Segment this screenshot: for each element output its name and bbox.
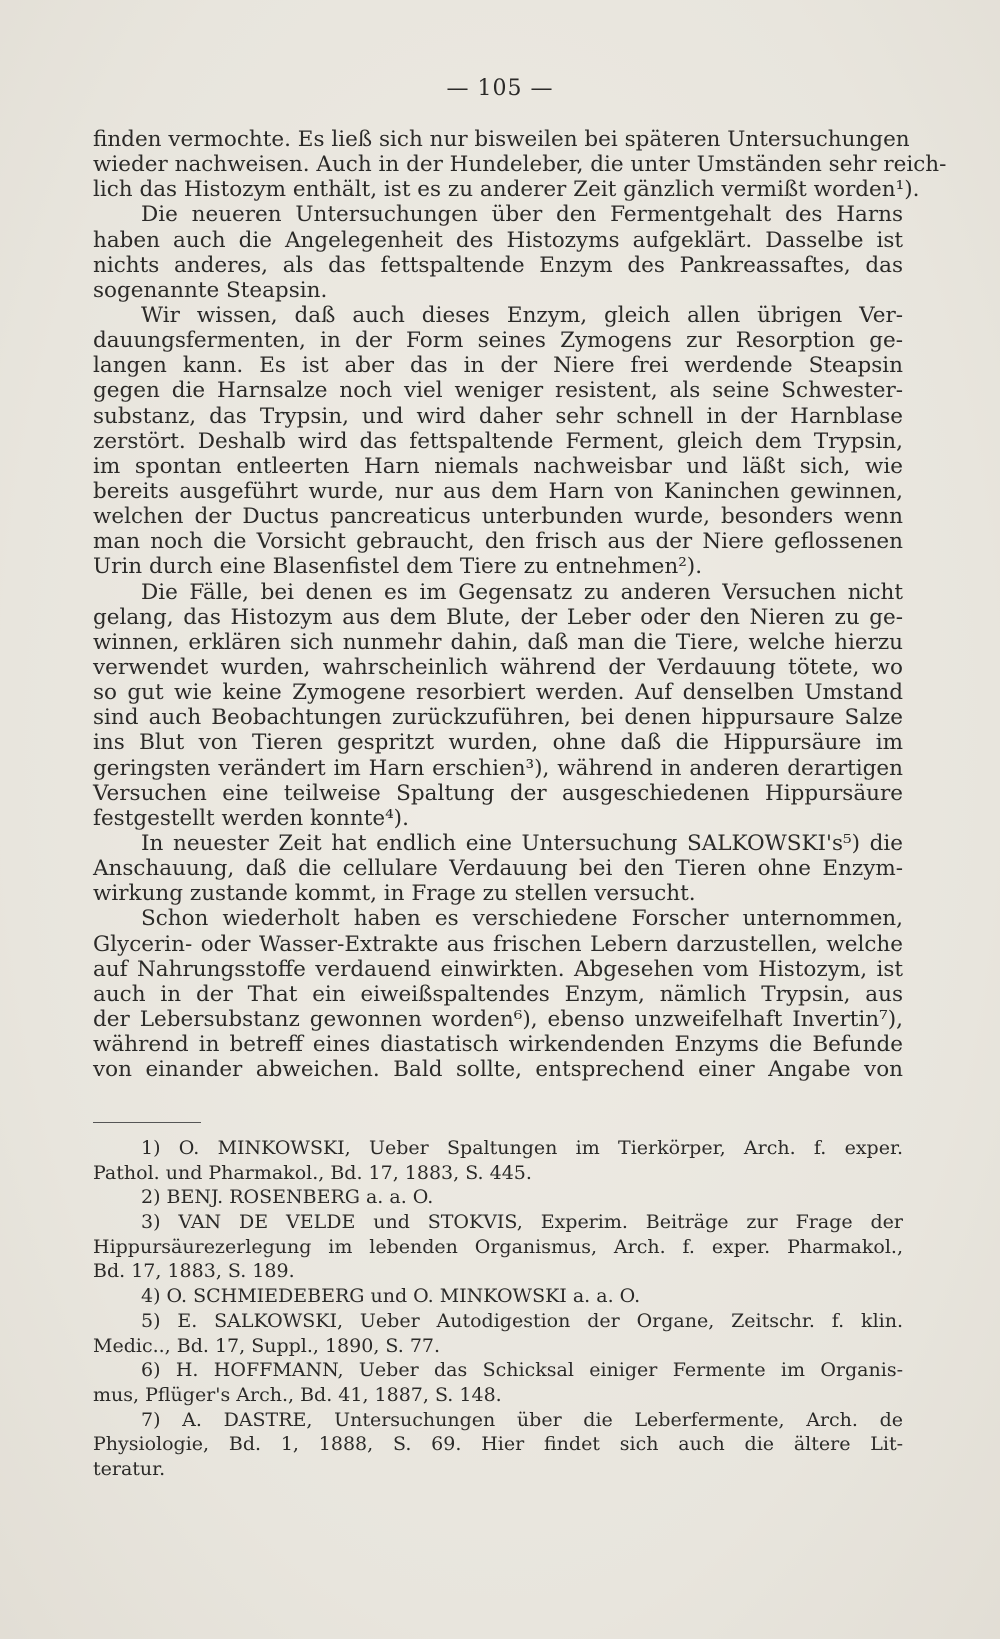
footnote-line: mus, Pflüger's Arch., Bd. 41, 1887, S. 148. [93, 1383, 502, 1406]
text-line: während in betreff eines diastatisch wirkendenden Enzyms die Befunde [93, 1032, 903, 1058]
text-line: Glycerin- oder Wasser-Extrakte aus frischen Lebern darzustellen, welche [93, 931, 903, 957]
text-line: festgestellt werden konnte⁴). [93, 805, 409, 831]
text-line: geringsten verändert im Harn erschien³), während in anderen derartigen [93, 755, 903, 781]
text-line: wirkung zustande kommt, in Frage zu stellen versucht. [93, 881, 696, 907]
text-line: Urin durch eine Blasenfistel dem Tiere zu entnehmen²). [93, 554, 703, 580]
text-line: finden vermochte. Es ließ sich nur bisweilen bei späteren Untersuchungen [93, 127, 910, 152]
text-line: gelang, das Histozym aus dem Blute, der Leber oder den Nieren zu ge- [93, 604, 903, 630]
footnote-line: Medic.., Bd. 17, Suppl., 1890, S. 77. [93, 1334, 441, 1357]
text-line: von einander abweichen. Bald sollte, entsprechend einer Angabe von [93, 1057, 903, 1083]
text-line: bereits ausgeführt wurde, nur aus dem Harn von Kaninchen gewinnen, [93, 478, 903, 504]
text-line: verwendet wurden, wahrscheinlich während der Verdauung tötete, wo [93, 654, 903, 680]
text-line: dauungsfermenten, in der Form seines Zymogens zur Resorption ge- [93, 328, 903, 354]
text-line: Schon wiederholt haben es verschiedene Forscher unternommen, [141, 906, 903, 932]
text-line: auch in der That ein eiweißspaltendes Enzym, nämlich Trypsin, aus [93, 981, 903, 1007]
footnote-line: 6) H. HOFFMANN, Ueber das Schicksal einiger Fermente im Organis- [141, 1359, 903, 1382]
footnote-line: 4) O. SCHMIEDEBERG und O. MINKOWSKI a. a. O. [141, 1285, 641, 1308]
text-line: wieder nachweisen. Auch in der Hundeleber, die unter Umständen sehr reich- [93, 152, 947, 178]
text-line: gegen die Harnsalze noch viel weniger resistent, als seine Schwester- [93, 378, 903, 404]
footnote-line: Bd. 17, 1883, S. 189. [93, 1260, 295, 1283]
text-line: substanz, das Trypsin, und wird daher sehr schnell in der Harnblase [93, 403, 903, 429]
text-line: zerstört. Deshalb wird das fettspaltende Ferment, gleich dem Trypsin, [93, 428, 903, 454]
footnote-line: 7) A. DASTRE, Untersuchungen über die Leberfermente, Arch. de [141, 1408, 903, 1431]
text-line: sogenannte Steapsin. [93, 277, 328, 303]
text-line: Die Fälle, bei denen es im Gegensatz zu anderen Versuchen nicht [141, 579, 903, 605]
footnote-line: 3) VAN DE VELDE und STOKVIS, Experim. Beiträge zur Frage der [141, 1211, 903, 1234]
text-line: Anschauung, daß die cellulare Verdauung bei den Tieren ohne Enzym- [93, 856, 903, 882]
text-line: auf Nahrungsstoffe verdauend einwirkten. Abgesehen vom Histozym, ist [93, 956, 903, 982]
text-line: welchen der Ductus pancreaticus unterbunden wurde, besonders wenn [93, 504, 903, 530]
text-line: Die neueren Untersuchungen über den Fermentgehalt des Harns [141, 202, 903, 228]
footnote-separator [93, 1122, 201, 1123]
main-text [93, 127, 947, 1083]
text-line: winnen, erklären sich nunmehr dahin, daß man die Tiere, welche hierzu [93, 629, 903, 655]
text-line: Versuchen eine teilweise Spaltung der ausgeschiedenen Hippursäure [93, 780, 903, 806]
text-line: so gut wie keine Zymogene resorbiert werden. Auf denselben Umstand [93, 680, 903, 706]
footnotes [93, 1136, 903, 1482]
text-line: langen kann. Es ist aber das in der Niere frei werdende Steapsin [93, 353, 903, 379]
text-line: im spontan entleerten Harn niemals nachweisbar und läßt sich, wie [93, 453, 903, 479]
text-line: ins Blut von Tieren gespritzt wurden, ohne daß die Hippursäure im [93, 730, 903, 756]
page-number: — 105 — [446, 76, 554, 101]
text-line: Wir wissen, daß auch dieses Enzym, gleich allen übrigen Ver- [141, 302, 903, 328]
text-line: sind auch Beobachtungen zurückzuführen, bei denen hippursaure Salze [93, 705, 903, 731]
footnote-line: Pathol. und Pharmakol., Bd. 17, 1883, S. 445. [93, 1161, 532, 1184]
footnote-line: 1) O. MINKOWSKI, Ueber Spaltungen im Tierkörper, Arch. f. exper. [141, 1137, 903, 1159]
footnote-line: teratur. [93, 1457, 166, 1480]
text-line: der Lebersubstanz gewonnen worden⁶), ebenso unzweifelhaft Invertin⁷), [93, 1006, 903, 1032]
footnote-line: Physiologie, Bd. 1, 1888, S. 69. Hier findet sich auch die ältere Lit- [93, 1433, 903, 1456]
footnote-line: 5) E. SALKOWSKI, Ueber Autodigestion der Organe, Zeitschr. f. klin. [141, 1309, 903, 1332]
footnote-line: Hippursäurezerlegung im lebenden Organismus, Arch. f. exper. Pharmakol., [93, 1235, 903, 1258]
text-line: nichts anderes, als das fettspaltende Enzym des Pankreassaftes, das [93, 252, 903, 278]
text-line: lich das Histozym enthält, ist es zu anderer Zeit gänzlich vermißt worden¹). [93, 177, 920, 203]
text-line: man noch die Vorsicht gebraucht, den frisch aus der Niere geflossenen [93, 529, 903, 555]
text-line: In neuester Zeit hat endlich eine Untersuchung SALKOWSKI's⁵) die [141, 830, 903, 856]
footnote-line: 2) BENJ. ROSENBERG a. a. O. [141, 1186, 434, 1209]
text-line: haben auch die Angelegenheit des Histozyms aufgeklärt. Dasselbe ist [93, 227, 903, 253]
